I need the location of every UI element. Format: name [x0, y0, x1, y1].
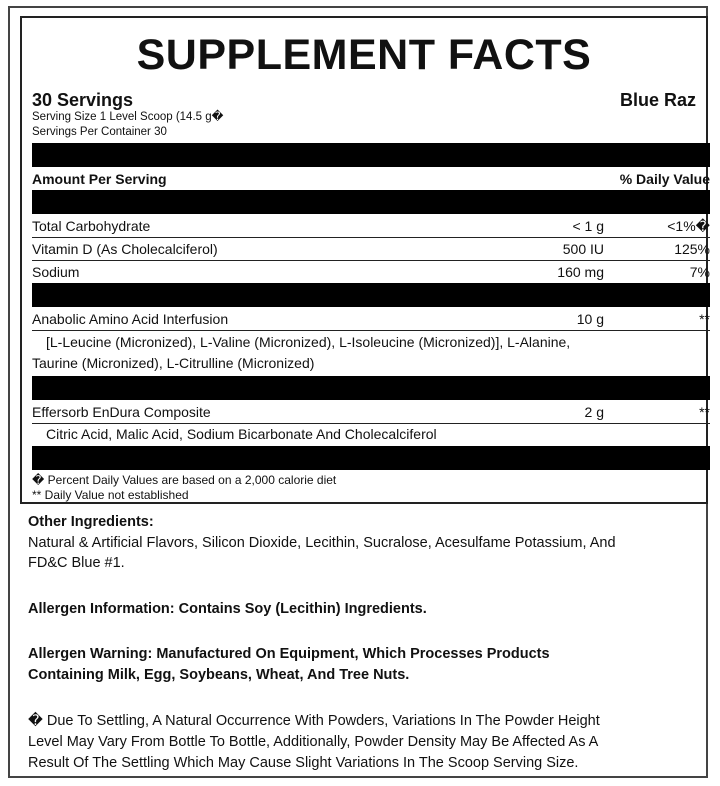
blend-amount: 10 g: [576, 311, 604, 327]
blend-ingredients-continued: [32, 353, 692, 374]
other-ingredients-heading: Other Ingredients:: [28, 514, 154, 530]
settling-note-line: � Due To Settling, A Natural Occurrence With Powders, Variations In The Powder Height: [28, 713, 600, 729]
blend-daily-value: **: [699, 311, 710, 327]
allergen-information: Allergen Information: Contains Soy (Lecithin) Ingredients.: [28, 601, 427, 617]
settling-note-line: Level May Vary From Bottle To Bottle, Additionally, Powder Density May Be Affected As A: [28, 734, 599, 750]
amount-per-serving-label: Amount Per Serving: [32, 171, 167, 187]
blend-name: Effersorb EnDura Composite: [32, 404, 211, 420]
divider-bar: [32, 376, 710, 400]
blend-ingredients-line: Citric Acid, Malic Acid, Sodium Bicarbonate And Cholecalciferol: [46, 426, 437, 442]
serving-size: Serving Size 1 Level Scoop (14.5 g�: [32, 111, 224, 123]
settling-note-line: Result Of The Settling Which May Cause Slight Variations In The Scoop Serving Size.: [28, 755, 579, 771]
blend-name: Anabolic Amino Acid Interfusion: [32, 311, 229, 327]
servings-heading: 30 Servings: [32, 90, 134, 110]
label-frame: [8, 6, 708, 778]
row-divider: [32, 237, 710, 238]
allergen-warning-line: Allergen Warning: Manufactured On Equipment, Which Processes Products: [28, 646, 550, 662]
blend-ingredients: [32, 332, 692, 353]
nutrient-daily-value: <1%�: [667, 218, 710, 234]
blend-ingredients-line: [L-Leucine (Micronized), L-Valine (Micronized), L-Isoleucine (Micronized)], L-Alanine,: [46, 334, 571, 350]
other-ingredients-line: FD&C Blue #1.: [28, 555, 125, 571]
divider-bar: [32, 143, 710, 167]
other-ingredients-line: Natural & Artificial Flavors, Silicon Dioxide, Lecithin, Sucralose, Acesulfame Potassium, And: [28, 535, 616, 551]
nutrient-name: Sodium: [32, 264, 80, 280]
row-divider: [32, 260, 710, 261]
nutrient-daily-value: 7%: [689, 264, 710, 280]
nutrient-amount: < 1 g: [572, 218, 604, 234]
nutrient-name: Vitamin D (As Cholecalciferol): [32, 241, 218, 257]
divider-bar: [32, 446, 710, 470]
servings-per-container: Servings Per Container 30: [32, 126, 167, 138]
daily-value-label: % Daily Value: [619, 171, 710, 187]
nutrient-amount: 500 IU: [562, 241, 604, 257]
row-divider: [32, 330, 710, 331]
nutrient-daily-value: 125%: [674, 241, 710, 257]
blend-amount: 2 g: [584, 404, 604, 420]
divider-bar: [32, 283, 710, 307]
divider-bar: [32, 190, 710, 214]
footnote-daily-values: � Percent Daily Values are based on a 2,000 calorie diet: [32, 473, 337, 487]
blend-daily-value: **: [699, 404, 710, 420]
blend-ingredients: [32, 424, 692, 445]
nutrient-amount: 160 mg: [557, 264, 604, 280]
flavor-name: Blue Raz: [619, 90, 696, 110]
panel-title: SUPPLEMENT FACTS: [136, 31, 592, 79]
footnote-not-established: ** Daily Value not established: [32, 488, 189, 502]
allergen-warning-line: Containing Milk, Egg, Soybeans, Wheat, And Tree Nuts.: [28, 667, 410, 683]
nutrient-name: Total Carbohydrate: [32, 218, 151, 234]
blend-ingredients-line: Taurine (Micronized), L-Citrulline (Micronized): [32, 355, 315, 371]
supplement-facts-panel: [20, 16, 708, 504]
